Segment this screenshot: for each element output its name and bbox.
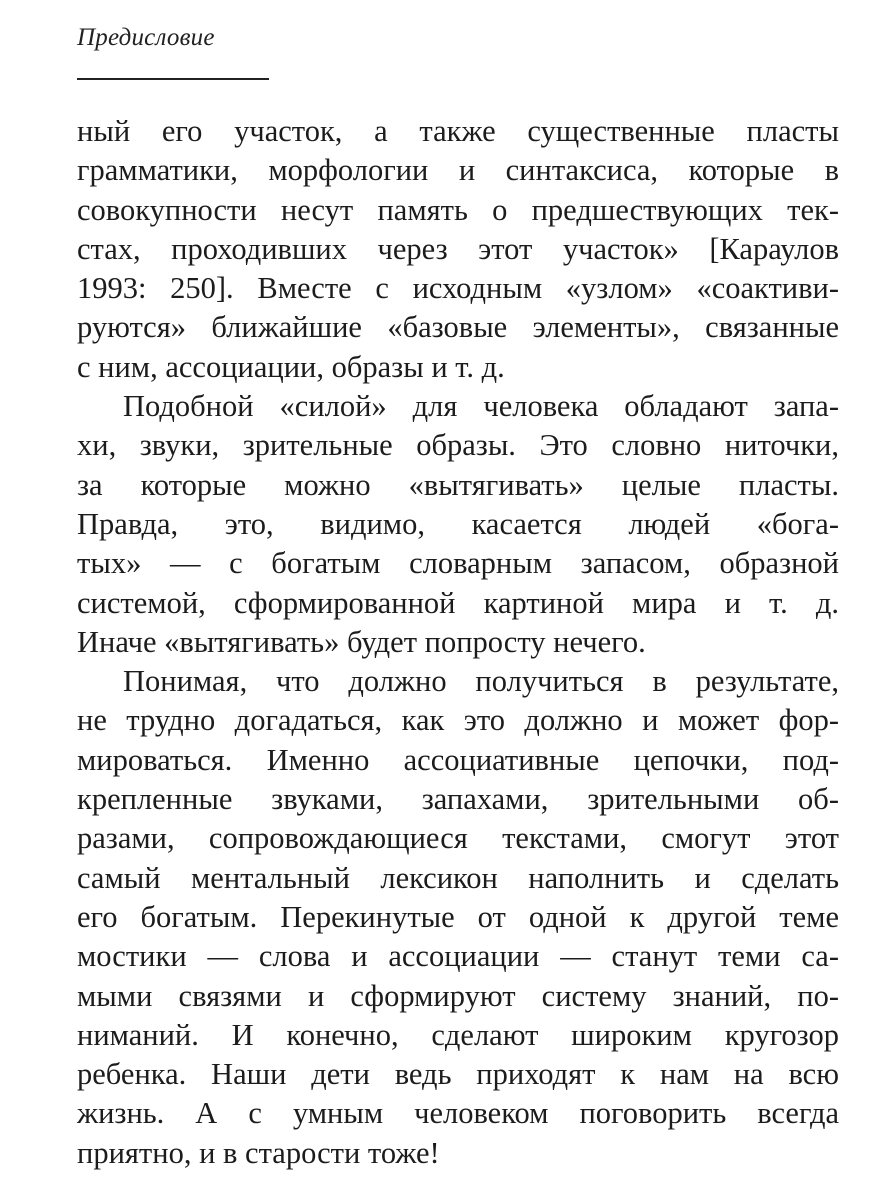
text-line: Правда, это, видимо, касается людей «бога- — [77, 506, 839, 541]
text-line: стах, проходивших через этот участок» [Караулов — [77, 231, 839, 266]
text-line: ниманий. И конечно, сделают широким кругозор — [77, 1017, 839, 1052]
text-line: системой, сформированной картиной мира и т. д. — [77, 585, 839, 620]
text-line: совокупности несут память о предшествующих тек- — [77, 192, 839, 227]
body-text — [77, 112, 839, 1173]
text-line: мыми связями и сформируют систему знаний, по- — [77, 978, 839, 1013]
text-line: мироваться. Именно ассоциативные цепочки, под- — [77, 742, 839, 777]
text-line: ный его участок, а также существенные пласты — [77, 114, 839, 148]
running-head: Предисловие — [77, 24, 215, 51]
text-line: хи, звуки, зрительные образы. Это словно ниточки, — [77, 428, 839, 463]
text-line: жизнь. А с умным человеком поговорить всегда — [77, 1096, 839, 1131]
paragraph-2 — [77, 387, 839, 662]
text-line: мостики — слова и ассоциации — станут теми са- — [77, 939, 839, 974]
paragraph-3 — [77, 662, 839, 1173]
text-line: Иначе «вытягивать» будет попросту нечего. — [77, 624, 646, 659]
text-line: с ним, ассоциации, образы и т. д. — [77, 349, 505, 384]
header-rule — [77, 78, 269, 80]
text-line: тых» — с богатым словарным запасом, образной — [77, 546, 839, 581]
text-line: грамматики, морфологии и синтаксиса, которые в — [77, 153, 839, 188]
text-line: крепленные звуками, запахами, зрительными об- — [77, 782, 839, 817]
text-line: руются» ближайшие «базовые элементы», связанные — [77, 310, 839, 345]
text-line: за которые можно «вытягивать» целые пласты. — [77, 467, 839, 502]
text-line: Подобной «силой» для человека обладают запа- — [123, 389, 839, 424]
text-line: разами, сопровождающиеся текстами, смогут этот — [77, 821, 839, 856]
text-line: приятно, и в старости тоже! — [77, 1135, 440, 1170]
text-line: его богатым. Перекинутые от одной к другой теме — [77, 899, 839, 934]
text-line: ребенка. Наши дети ведь приходят к нам на всю — [77, 1057, 839, 1092]
text-line: самый ментальный лексикон наполнить и сделать — [77, 860, 839, 895]
text-line: не трудно догадаться, как это должно и может фор- — [77, 703, 839, 738]
text-line: Понимая, что должно получиться в результате, — [123, 664, 839, 699]
text-line: 1993: 250]. Вместе с исходным «узлом» «соактиви- — [77, 271, 839, 306]
paragraph-1 — [77, 112, 839, 387]
